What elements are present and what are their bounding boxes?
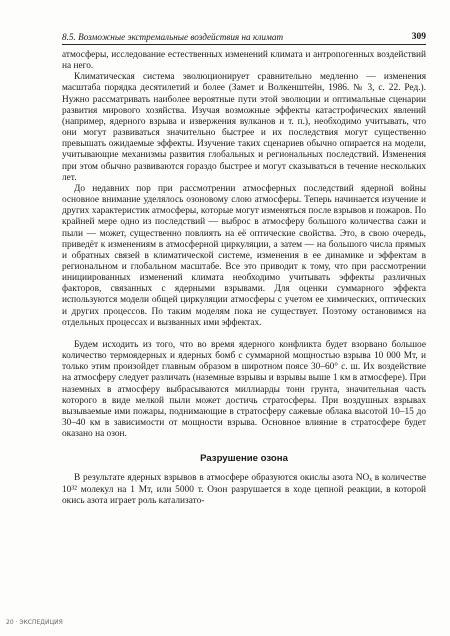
- body-text: [62, 50, 426, 507]
- paragraph-continuation: атмосферы, исследование естественных изменений климата и антропогенных воздействий на него.: [62, 50, 426, 72]
- header-section-title: 8.5. Возможные экстремальные воздействия на климат: [62, 32, 284, 42]
- footer-mark: 20 · ЭКСПЕДИЦИЯ: [6, 619, 63, 626]
- paragraph: В результате ядерных взрывов в атмосфере образуются окислы азота NOₓ в количестве 10³² молекул на 1 Мт, или 5000 т. Озон разрушается в ходе цепной реакции, в которой окись азота играет роль катализато-: [62, 473, 426, 506]
- paragraph: Климатическая система эволюционирует сравнительно медленно — изменения масштаба порядка десятилетий и более (Замет и Волкенштейн, 1986. № 3, с. 22. Ред.). Нужно рассматривать наиболее вероятные пути этой эволюции и оптимальные сценарии развития мирового хозяйства. Изучая возможные эффекты катастрофических явлений (например, ядерного взрыва и извержения вулканов и т. п.), необходимо учитывать, что они могут развиваться значительно быстрее и их последствия могут существенно превышать ожидаемые эффекты. Изучение таких сценариев обычно опирается на модели, учитывающие механизмы развития глобальных и региональных последствий. Изменения при этом обычно развиваются гораздо быстрее и могут сказываться в течение нескольких лет.: [62, 72, 426, 183]
- running-header: [62, 28, 426, 45]
- paragraph: До недавних пор при рассмотрении атмосферных последствий ядерной войны основное внимание уделялось озоновому слою атмосферы. Теперь начинается изучение и других характеристик атмосферы, которые могут изменяться после взрывов и пожаров. По крайней мере одно из последствий — выброс в атмосферу большого количества сажи и пыли — может, существенно повлиять на её оптические свойства. Это, в свою очередь, приведёт к изменениям в атмосферной циркуляции, а затем — на большого числа прямых и обратных связей в климатической системе, изменения в ее динамике и эффектам в региональном и глобальном масштабе. Все это приводит к тому, что при рассмотрении инициированных изменений климата необходимо учитывать эффекты различных факторов, связанных с ядерными взрывами. Для оценки суммарного эффекта используются модели общей циркуляции атмосферы с учетом ее химических, оптических и других процессов. По таким моделям пока не существует. Поэтому остановимся на отдельных процессах и вызванных ими эффектах.: [62, 183, 426, 328]
- paragraph: Будем исходить из того, что во время ядерного конфликта будет взорвано большое количество термоядерных и ядерных бомб с суммарной мощностью взрыва 10 000 Мт, и только этим произойдет главным образом в широтном поясе 30–60° с. ш. Их воздействие на атмосферу следует различать (наземные взрывы и взрывы выше 1 км в атмосфере). При наземных в атмосферу выбрасываются миллиарды тонн грунта, значительная часть которого в виде мелкой пыли может достичь стратосферы. При воздушных взрывах вызываемые ими пожары, поднимающие в стратосферу сажевые облака высотой 10–15 до 30–40 км в зависимости от мощности взрыва. Основное влияние в стратосфере будет оказано на озон.: [62, 339, 426, 440]
- page-number: 309: [411, 32, 426, 42]
- section-heading: Разрушение озона: [200, 453, 288, 465]
